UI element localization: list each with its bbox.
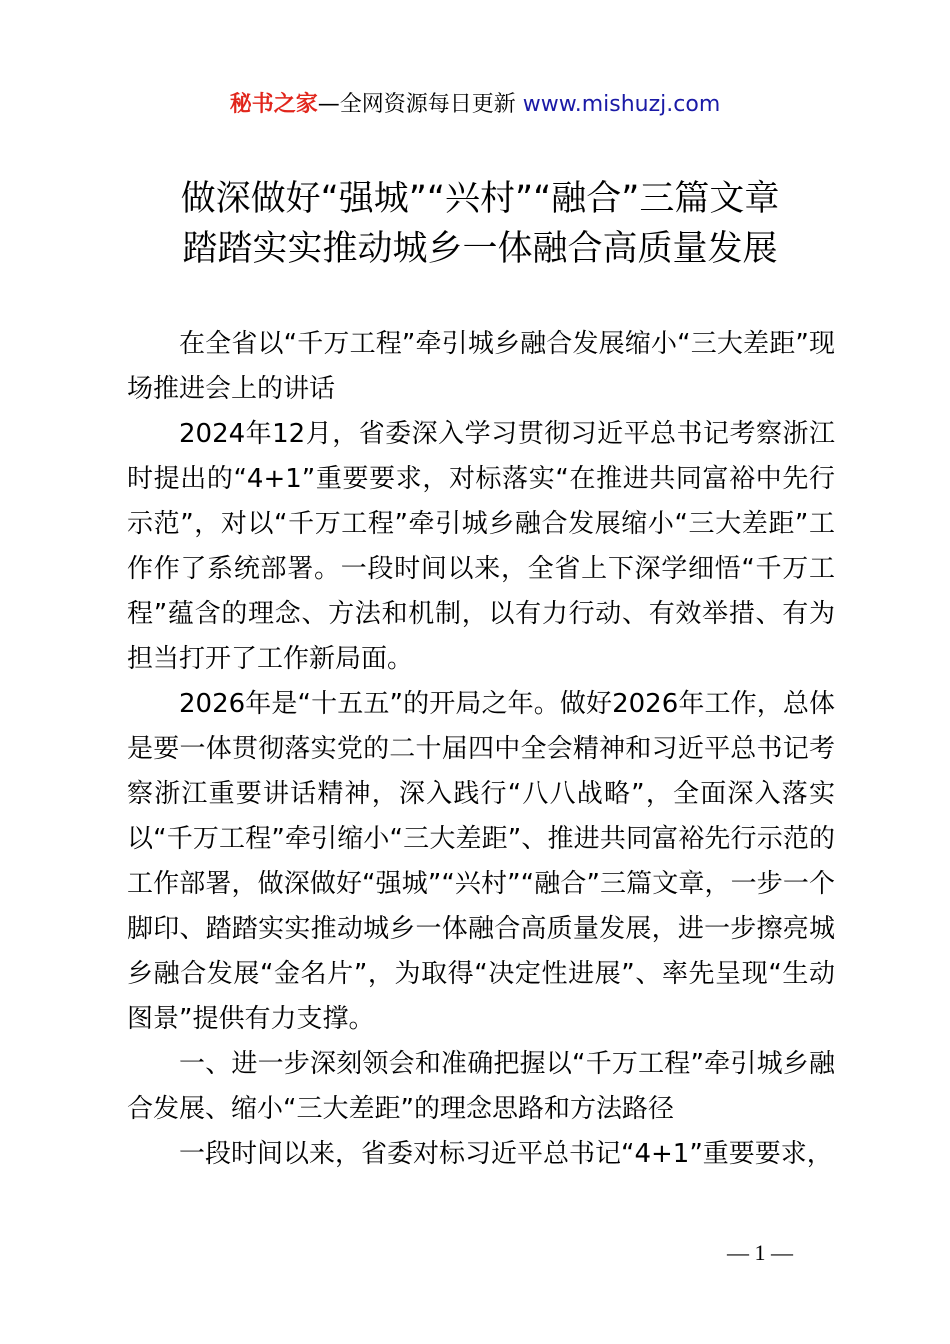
site-url-link[interactable]: www.mishuzj.com: [522, 92, 721, 117]
site-brand: 秘书之家: [229, 92, 318, 117]
body-paragraph: 2024年12月，省委深入学习贯彻习近平总书记考察浙江时提出的“4+1”重要要求，对标落实“在推进共同富裕中先行示范”，对以“千万工程”牵引城乡融合发展缩小“三大差距”工作作了系统部署。一段时间以来，全省上下深学细悟“千万工程”蕴含的理念、方法和机制，以有力行动、有效举措、有为担当打开了工作新局面。: [127, 419, 835, 674]
body-paragraph: 一段时间以来，省委对标习近平总书记“4+1”重要要求，: [179, 1139, 833, 1169]
subtitle-paragraph: 在全省以“千万工程”牵引城乡融合发展缩小“三大差距”现场推进会上的讲话: [127, 329, 835, 404]
title-line-1: 做深做好“强城”“兴村”“融合”三篇文章: [180, 179, 780, 219]
title-line-2: 踏踏实实推动城乡一体融合高质量发展: [182, 229, 778, 269]
section-heading: 一、进一步深刻领会和准确把握以“千万工程”牵引城乡融合发展、缩小“三大差距”的理念思路和方法路径: [127, 1049, 835, 1124]
document-body: [127, 322, 835, 1177]
document-title: [100, 174, 860, 274]
site-slogan: —全网资源每日更新: [317, 92, 523, 117]
body-paragraph: 2026年是“十五五”的开局之年。做好2026年工作，总体是要一体贯彻落实党的二十届四中全会精神和习近平总书记考察浙江重要讲话精神，深入践行“八八战略”，全面深入落实以“千万工程”牵引缩小“三大差距”、推进共同富裕先行示范的工作部署，做深做好“强城”“兴村”“融合”三篇文章，一步一个脚印、踏踏实实推动城乡一体融合高质量发展，进一步擦亮城乡融合发展“金名片”，为取得“决定性进展”、率先呈现“生动图景”提供有力支撑。: [127, 689, 835, 1034]
site-header: [0, 90, 950, 120]
page-number: — 1 —: [727, 1240, 793, 1265]
